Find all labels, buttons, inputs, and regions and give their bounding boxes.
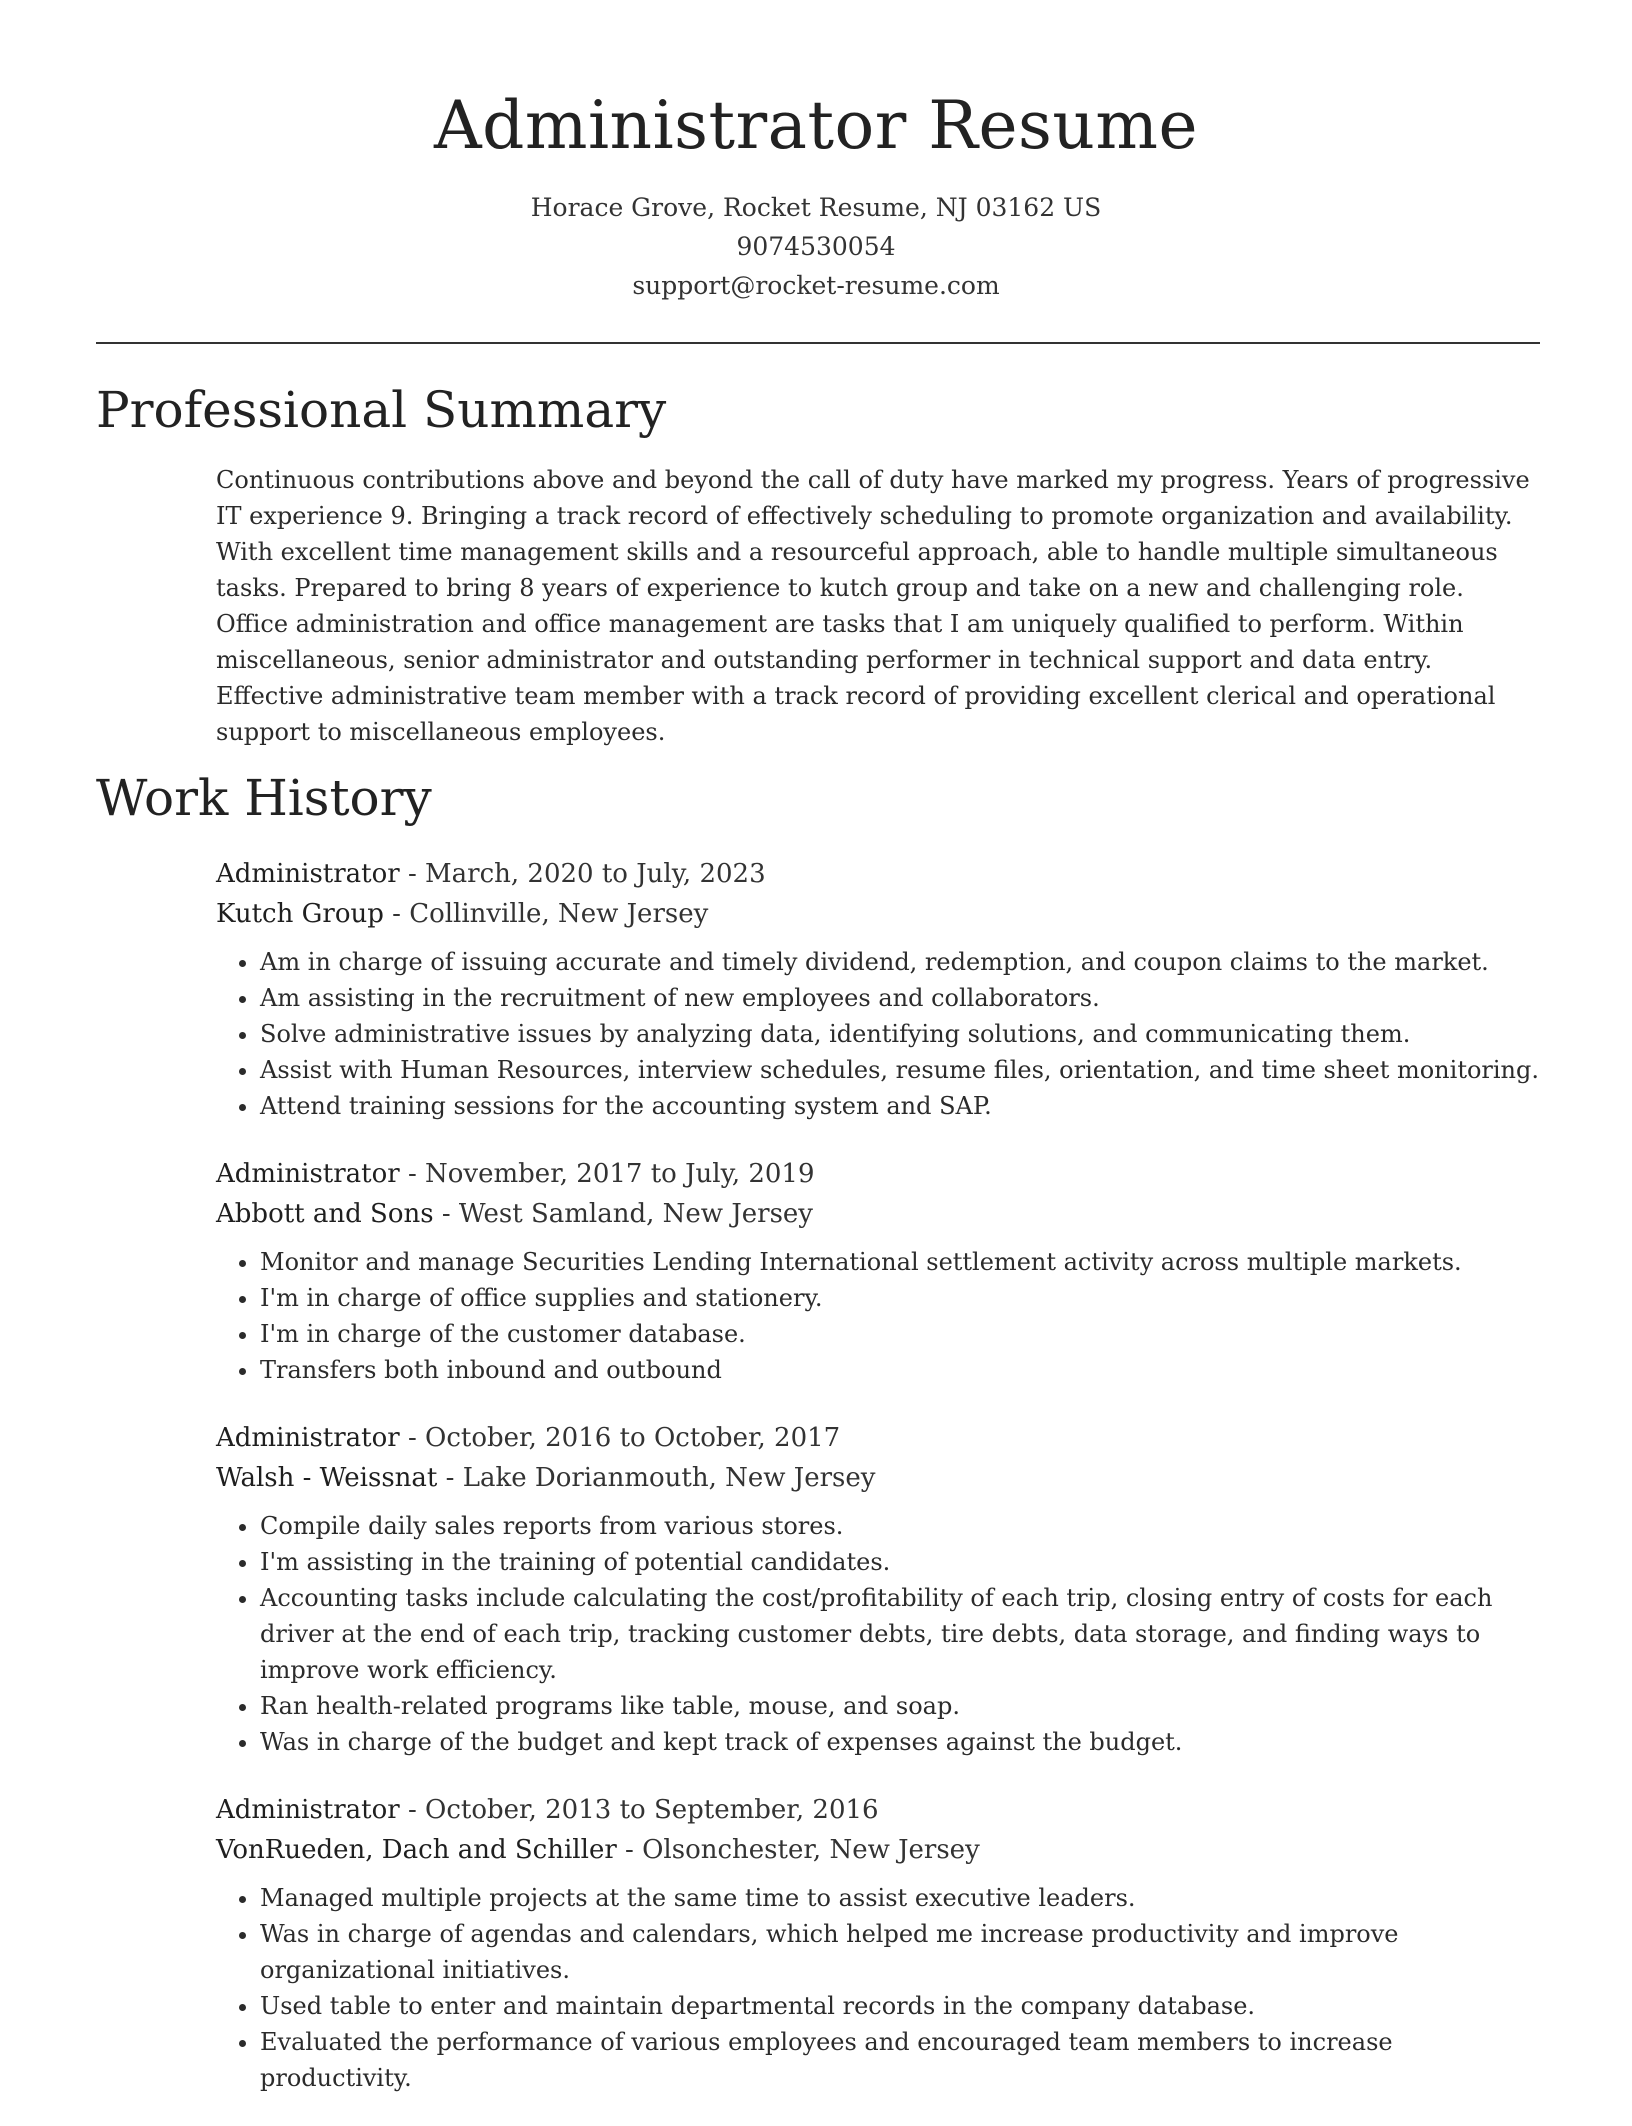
job-separator: - bbox=[399, 859, 426, 889]
work-history-list bbox=[216, 854, 1540, 2126]
job-location: West Samland, New Jersey bbox=[458, 1199, 813, 1229]
job-bullets bbox=[216, 1880, 1540, 2096]
summary-heading: Professional Summary bbox=[96, 381, 667, 439]
job-entry bbox=[216, 1154, 1540, 1388]
job-bullet: • Was in charge of the budget and kept track of expenses against the budget. bbox=[260, 1724, 1540, 1760]
job-bullet: • Am assisting in the recruitment of new employees and collaborators. bbox=[260, 980, 1540, 1016]
job-separator: - bbox=[437, 1463, 463, 1493]
job-bullet: • I'm assisting in the training of potential candidates. bbox=[260, 1544, 1540, 1580]
job-bullet: • Accounting tasks include calculating the cost/profitability of each trip, closing entry of costs for each driver at the end of each trip, tracking customer debts, tire debts, data storage, and finding ways to improve work efficiency. bbox=[260, 1580, 1540, 1688]
job-bullet: • Was in charge of agendas and calendars, which helped me increase productivity and improve organizational initiatives. bbox=[260, 1916, 1540, 1988]
job-dates: March, 2020 to July, 2023 bbox=[425, 859, 766, 889]
job-bullet: • Compile daily sales reports from various stores. bbox=[260, 1508, 1540, 1544]
job-bullet: • I'm in charge of the customer database. bbox=[260, 1316, 1540, 1352]
job-bullet: • I'm in charge of office supplies and stationery. bbox=[260, 1280, 1540, 1316]
resume-header bbox=[0, 0, 1632, 305]
work-history-heading: Work History bbox=[96, 769, 432, 827]
job-bullet: • Am in charge of issuing accurate and timely dividend, redemption, and coupon claims to the market. bbox=[260, 944, 1540, 980]
summary-text: Continuous contributions above and beyond the call of duty have marked my progress. Years of progressive IT experience 9. Bringing a track record of effectively scheduling to promote organization and availability. With excellent time management skills and a resourceful approach, able to handle multiple simultaneous tasks. Prepared to bring 8 years of experience to kutch group and take on a new and challenging role. Office administration and office management are tasks that I am uniquely qualified to perform. Within miscellaneous, senior administrator and outstanding performer in technical support and data entry. Effective administrative team member with a track record of providing excellent clerical and operational support to miscellaneous employees. bbox=[216, 466, 1530, 746]
job-title: Administrator bbox=[216, 1795, 400, 1825]
job-dates: November, 2017 to July, 2019 bbox=[425, 1159, 815, 1189]
job-bullets bbox=[216, 1244, 1540, 1388]
job-separator: - bbox=[399, 1159, 426, 1189]
job-title: Administrator bbox=[216, 1159, 400, 1189]
job-dates: October, 2016 to October, 2017 bbox=[425, 1423, 841, 1453]
job-bullets bbox=[216, 1508, 1540, 1760]
job-location: Olsonchester, New Jersey bbox=[642, 1835, 980, 1865]
job-separator: - bbox=[399, 1795, 426, 1825]
job-company: VonRueden, Dach and Schiller bbox=[216, 1835, 617, 1865]
resume-title: Administrator Resume bbox=[433, 87, 1199, 164]
job-location: Collinville, New Jersey bbox=[409, 899, 709, 929]
job-company-line bbox=[216, 1830, 1540, 1870]
job-title-line bbox=[216, 1790, 1540, 1830]
job-bullet: • Attend training sessions for the accounting system and SAP. bbox=[260, 1088, 1540, 1124]
job-company-line bbox=[216, 1194, 1540, 1234]
job-bullet: • Transfers both inbound and outbound bbox=[260, 1352, 1540, 1388]
contact-email: support@rocket-resume.com bbox=[632, 271, 1000, 300]
job-bullet: • Used table to enter and maintain departmental records in the company database. bbox=[260, 1988, 1540, 2024]
job-location: Lake Dorianmouth, New Jersey bbox=[462, 1463, 876, 1493]
job-title-line bbox=[216, 854, 1540, 894]
job-company: Kutch Group bbox=[216, 899, 384, 929]
job-separator: - bbox=[383, 899, 410, 929]
job-bullet: • Monitor and manage Securities Lending International settlement activity across multiple markets. bbox=[260, 1244, 1540, 1280]
job-title-line bbox=[216, 1154, 1540, 1194]
job-separator: - bbox=[399, 1423, 426, 1453]
header-divider bbox=[96, 342, 1540, 344]
job-bullet: • Assist with Human Resources, interview schedules, resume files, orientation, and time sheet monitoring. bbox=[260, 1052, 1540, 1088]
job-separator: - bbox=[616, 1835, 643, 1865]
job-entry bbox=[216, 854, 1540, 1124]
job-title-line bbox=[216, 1418, 1540, 1458]
job-bullet: • Evaluated the performance of various employees and encouraged team members to increase productivity. bbox=[260, 2024, 1540, 2096]
job-dates: October, 2013 to September, 2016 bbox=[425, 1795, 879, 1825]
job-bullet: • Solve administrative issues by analyzing data, identifying solutions, and communicating them. bbox=[260, 1016, 1540, 1052]
job-bullet: • Managed multiple projects at the same time to assist executive leaders. bbox=[260, 1880, 1540, 1916]
job-bullets bbox=[216, 944, 1540, 1124]
job-company: Abbott and Sons bbox=[216, 1199, 434, 1229]
job-entry bbox=[216, 1418, 1540, 1760]
contact-phone: 9074530054 bbox=[736, 232, 896, 261]
job-company-line bbox=[216, 894, 1540, 934]
job-title: Administrator bbox=[216, 1423, 400, 1453]
job-bullet: • Ran health-related programs like table, mouse, and soap. bbox=[260, 1688, 1540, 1724]
job-company: Walsh - Weissnat bbox=[216, 1463, 438, 1493]
job-title: Administrator bbox=[216, 859, 400, 889]
contact-block bbox=[0, 188, 1632, 305]
job-entry bbox=[216, 1790, 1540, 2096]
contact-address: Horace Grove, Rocket Resume, NJ 03162 US bbox=[530, 193, 1102, 222]
job-separator: - bbox=[433, 1199, 459, 1229]
job-company-line bbox=[216, 1458, 1540, 1498]
